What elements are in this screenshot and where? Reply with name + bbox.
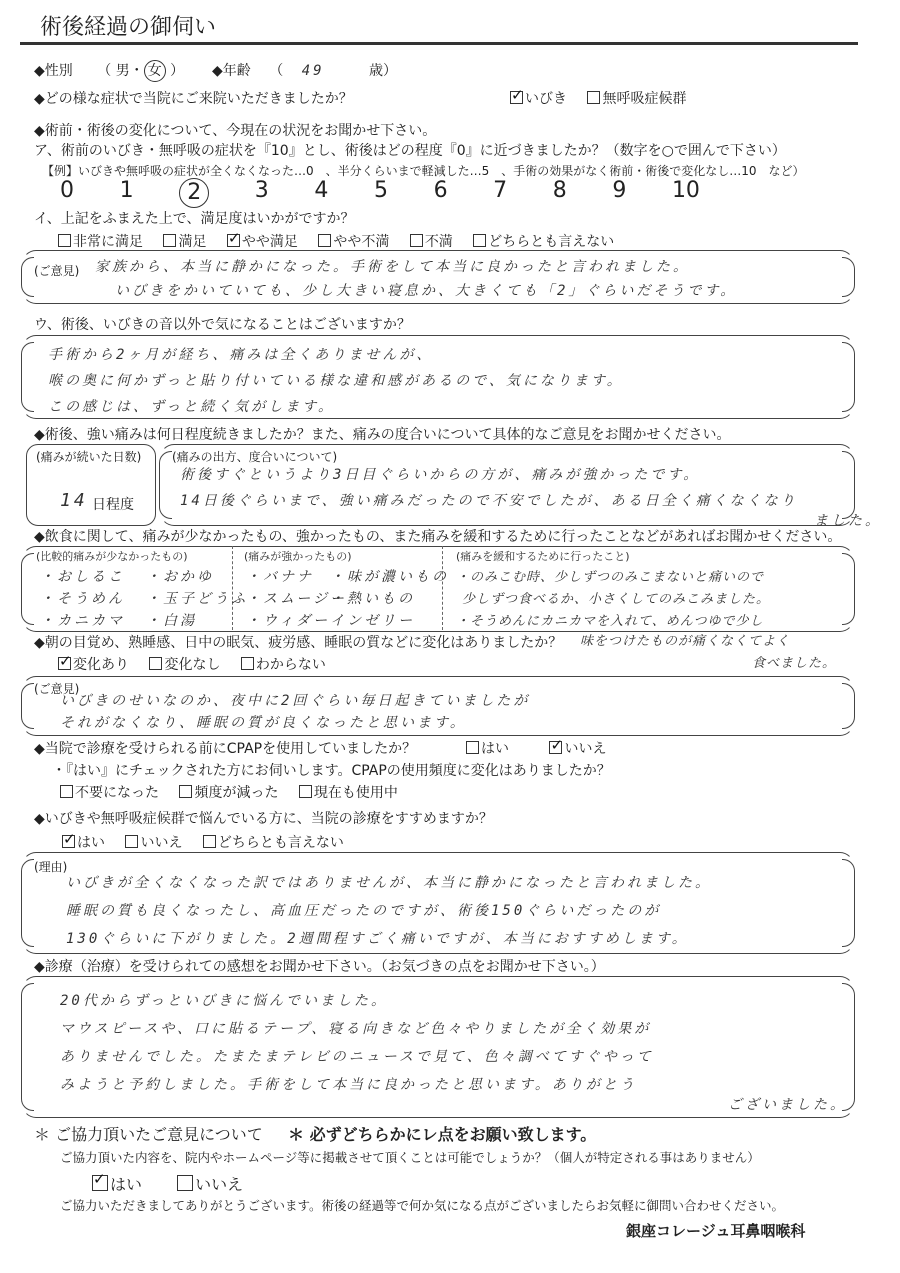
checkbox-cpap-still-using[interactable] xyxy=(299,785,312,798)
concerns-line-3[interactable]: この感じは、ずっと続く気がします。 xyxy=(48,399,336,415)
gender-male[interactable]: 男 xyxy=(115,63,130,79)
checkbox-publish-no[interactable] xyxy=(177,1175,193,1191)
sleep-opinion-line-2[interactable]: それがなくなり、睡眠の質が良くなったと思います。 xyxy=(60,715,467,731)
q2-example: 【例】いびきや無呼吸の症状が全くなくなった…0 、半分くらいまで軽減した…5 、手術の効果がなく術前・術後で変化なし…10 など） xyxy=(42,164,805,178)
checkbox-cpap-unneeded[interactable] xyxy=(60,785,73,798)
food-col3-line-2[interactable]: 少しずつ食べるか、小さくしてのみこみました。 xyxy=(462,592,771,607)
scale-3[interactable]: 3 xyxy=(254,178,269,203)
food-col3-line-4[interactable]: 味をつけたものが痛くなくてよく xyxy=(580,634,791,649)
q3-text: ◆術後、強い痛みは何日程度続きましたか？また、痛みの度合いについて具体的なご意見をお聞かせください。 xyxy=(34,427,731,443)
food-col3-line-5[interactable]: 食べました。 xyxy=(752,656,837,671)
gender-row: ◆性別 （ 男・ 女 ） xyxy=(34,60,184,82)
scale-5[interactable]: 5 xyxy=(373,178,388,203)
q2-text: ◆術前・術後の変化について、今現在の状況をお聞かせ下さい。 xyxy=(34,123,437,139)
checkbox-cpap-yes[interactable] xyxy=(466,741,479,754)
pain-detail-line-1[interactable]: 術後すぐというより3日目ぐらいからの方が、痛みが強かったです。 xyxy=(180,467,701,483)
footer-star-2: ＊ 必ずどちらかにレ点をお願い致します。 xyxy=(288,1125,597,1144)
satisfaction-options: 非常に満足 満足 ✓ やや満足 やや不満 不満 どちらとも言えない xyxy=(58,231,630,251)
sleep-opinion-line-1[interactable]: いびきのせいなのか、夜中に2回ぐらい毎日起きていましたが xyxy=(60,693,531,709)
age-row: ◆年齢 （ 49 歳） xyxy=(212,63,397,79)
food-col2-item-4[interactable]: ・熱いもの xyxy=(330,591,415,607)
checkbox-neither[interactable] xyxy=(473,234,486,247)
q7-text: ◆いびきや無呼吸症候群で悩んでいる方に、当院の診療をすすめますか？ xyxy=(34,811,493,827)
food-col1-item-5[interactable]: ・カニカマ xyxy=(40,613,125,629)
impression-line-2[interactable]: マウスピースや、口に貼るテープ、寝る向きなど色々やりましたが全く効果が xyxy=(60,1021,652,1037)
footer-thanks: ご協力いただきましてありがとうございます。術後の経過等で何か気になる点がございましたらお気軽に御問い合わせください。 xyxy=(60,1198,785,1213)
clinic-name: 銀座コレージュ耳鼻咽喉科 xyxy=(626,1222,806,1240)
q1-options: ✓ いびき 無呼吸症候群 xyxy=(510,88,702,108)
sleep-opinion-label: (ご意見) xyxy=(34,682,80,696)
food-col3-line-3[interactable]: ・そうめんにカニカマを入れて、めんつゆで少し xyxy=(456,614,764,629)
food-col1-item-6[interactable]: ・白湯 xyxy=(146,613,197,629)
pain-detail-line-3[interactable]: ました。 xyxy=(814,513,882,529)
scale-7[interactable]: 7 xyxy=(493,178,508,203)
impression-line-3[interactable]: ありませんでした。たまたまテレビのニュースで見て、色々調べてすぐやって xyxy=(60,1049,654,1065)
days-unit: 日程度 xyxy=(92,497,134,513)
food-col3-line-1[interactable]: ・のみこむ時、少しずつのみこまないと痛いので xyxy=(456,570,765,585)
q8-text: ◆診療（治療）を受けられての感想をお聞かせ下さい。（お気づきの点をお聞かせ下さい。） xyxy=(34,959,605,975)
scale-9[interactable]: 9 xyxy=(612,178,627,203)
scale-8[interactable]: 8 xyxy=(552,178,567,203)
concerns-line-1[interactable]: 手術から2ヶ月が経ち、痛みは全くありませんが、 xyxy=(48,347,434,363)
q2-a-text: ア、術前のいびき・無呼吸の症状を『10』とし、術後はどの程度『0』に近づきましたか？（数字を○で囲んで下さい） xyxy=(34,143,786,159)
q5-text: ◆朝の目覚め、熟睡感、日中の眠気、疲労感、睡眠の質などに変化はありましたか？ xyxy=(34,635,563,651)
checkbox-snoring[interactable] xyxy=(510,91,523,104)
food-divider-2 xyxy=(442,546,443,630)
footer-star-1: ＊ ご協力頂いたご意見について xyxy=(34,1125,263,1144)
reason-line-1[interactable]: いびきが全くなくなった訳ではありませんが、本当に静かになったと言われました。 xyxy=(66,875,712,891)
pain-detail-line-2[interactable]: 14日後ぐらいまで、強い痛みだったので不安でしたが、ある日全く痛くなくなり xyxy=(180,493,798,509)
checkbox-somewhat-satisfied[interactable] xyxy=(227,234,240,247)
checkbox-apnea[interactable] xyxy=(587,91,600,104)
q5-options: ✓変化あり 変化なし わからない xyxy=(58,654,342,674)
days-label: (痛みが続いた日数) xyxy=(36,450,142,464)
scale-row xyxy=(60,178,700,208)
reason-line-2[interactable]: 睡眠の質も良くなったし、高血圧だったのですが、術後150ぐらいだったのが xyxy=(66,903,662,919)
food-col2-label: (痛みが強かったもの) xyxy=(244,550,352,563)
pain-detail-label: (痛みの出方、度合いについて) xyxy=(172,450,338,464)
q4-text: ◆飲食に関して、痛みが少なかったもの、強かったもの、また痛みを緩和するために行ったことなどがあればお聞かせください。 xyxy=(34,529,842,545)
food-col1-label: (比較的痛みが少なかったもの) xyxy=(36,550,188,563)
checkbox-publish-yes[interactable] xyxy=(92,1175,108,1191)
checkbox-dissatisfied[interactable] xyxy=(410,234,423,247)
age-value[interactable]: 49 xyxy=(301,63,325,79)
scale-6[interactable]: 6 xyxy=(433,178,448,203)
reason-line-3[interactable]: 130ぐらいに下がりました。2週間程すごく痛いですが、本当におすすめします。 xyxy=(66,931,689,947)
checkbox-cpap-reduced[interactable] xyxy=(179,785,192,798)
q6-sub-text: ・『はい』にチェックされた方にお伺いします。CPAPの使用頻度に変化はありましたか？ xyxy=(52,763,611,779)
impression-line-1[interactable]: 20代からずっといびきに悩んでいました。 xyxy=(60,993,389,1009)
q1-text: ◆どの様な症状で当院にご来院いただきましたか？ xyxy=(34,91,353,107)
reason-label: (理由) xyxy=(34,860,68,874)
q2-c-text: ウ、術後、いびきの音以外で気になることはございますか？ xyxy=(34,317,411,333)
food-col1-item-2[interactable]: ・おかゆ xyxy=(146,569,214,585)
checkbox-cpap-no[interactable] xyxy=(549,741,562,754)
footer-question: ご協力頂いた内容を、院内やホームページ等に掲載させて頂くことは可能でしょうか？（個人が特定される事はありません） xyxy=(60,1150,760,1165)
q6-text: ◆当院で診療を受けられる前にCPAPを使用していましたか？ xyxy=(34,741,417,757)
impression-line-5[interactable]: ございました。 xyxy=(728,1097,847,1113)
food-col1-item-1[interactable]: ・おしるこ xyxy=(40,569,125,585)
title-divider xyxy=(20,42,858,45)
gender-female-circled[interactable]: 女 xyxy=(144,60,166,82)
opinion-label: (ご意見) xyxy=(34,264,80,278)
checkbox-no-change[interactable] xyxy=(149,657,162,670)
footer-options: ✓はい いいえ xyxy=(92,1172,259,1195)
checkbox-unknown[interactable] xyxy=(241,657,254,670)
scale-1[interactable]: 1 xyxy=(119,178,134,203)
food-col1-item-4[interactable]: ・玉子どうふ xyxy=(146,591,248,607)
scale-10[interactable]: 10 xyxy=(671,178,700,203)
impression-line-4[interactable]: みようと予約しました。手術をして本当に良かったと思います。ありがとう xyxy=(60,1077,637,1093)
q6-options: はい ✓ いいえ xyxy=(466,738,622,758)
checkbox-recommend-no[interactable] xyxy=(125,835,138,848)
page-title: 術後経過の御伺い xyxy=(40,15,217,40)
scale-4[interactable]: 4 xyxy=(314,178,329,203)
food-col2-item-5[interactable]: ・ウィダーインゼリー xyxy=(246,613,416,629)
checkbox-changed[interactable] xyxy=(58,657,71,670)
food-col2-item-2[interactable]: ・味が濃いもの xyxy=(330,569,449,585)
checkbox-recommend-yes[interactable] xyxy=(62,835,75,848)
food-col2-item-1[interactable]: ・バナナ xyxy=(246,569,314,585)
scale-2-circled[interactable]: 2 xyxy=(179,178,209,208)
q2-b-text: イ、上記をふまえた上で、満足度はいかがですか？ xyxy=(34,211,355,227)
checkbox-satisfied[interactable] xyxy=(163,234,176,247)
checkbox-somewhat-dissatisfied[interactable] xyxy=(318,234,331,247)
checkbox-very-satisfied[interactable] xyxy=(58,234,71,247)
food-col3-label: (痛みを緩和するために行ったこと) xyxy=(456,550,630,563)
opinion-line-1[interactable]: 家族から、本当に静かになった。手術をして本当に良かったと言われました。 xyxy=(95,259,690,275)
concerns-line-2[interactable]: 喉の奥に何かずっと貼り付いている様な違和感があるので、気になります。 xyxy=(48,373,624,389)
checkbox-recommend-neither[interactable] xyxy=(203,835,216,848)
food-col2-item-3[interactable]: ・スムージー xyxy=(246,591,348,607)
opinion-line-2[interactable]: いびきをかいていても、少し大きい寝息か、大きくても「2」ぐらいだそうです。 xyxy=(115,283,738,299)
days-value[interactable]: 14 xyxy=(60,490,88,511)
scale-0[interactable]: 0 xyxy=(60,178,74,203)
q6-sub-options: 不要になった 頻度が減った 現在も使用中 xyxy=(60,782,414,802)
food-col1-item-3[interactable]: ・そうめん xyxy=(40,591,125,607)
q7-options: ✓はい いいえ どちらとも言えない xyxy=(62,832,360,852)
